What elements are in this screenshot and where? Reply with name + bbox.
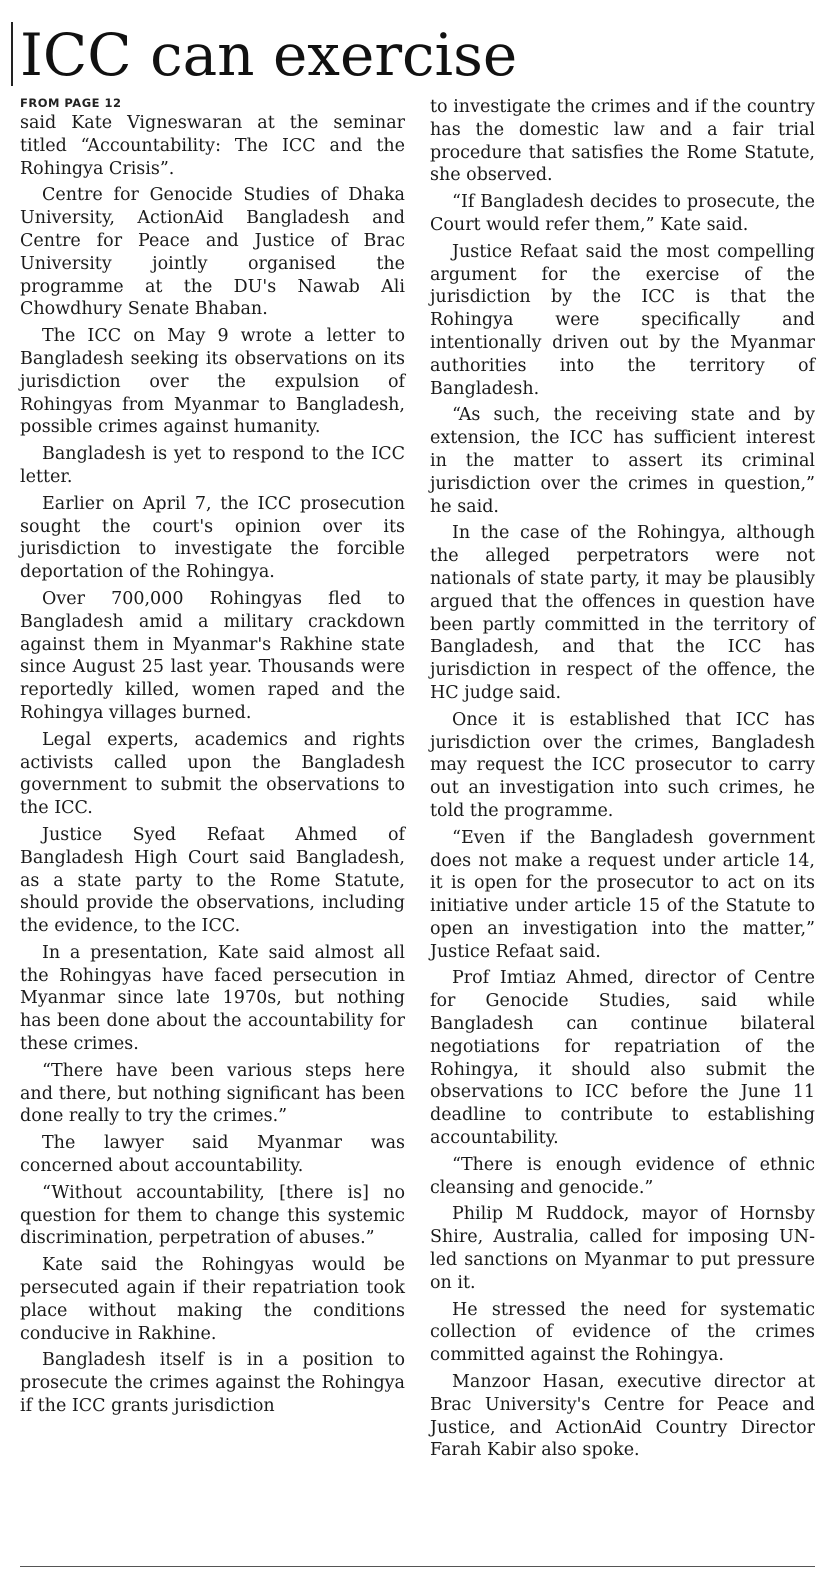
- paragraph: Over 700,000 Rohingyas fled to Bangladesh amid a military crackdown against them in Myanmar's Rakhine state since August 25 last year. Thousands were reportedly killed, women raped and the Rohingya villages burned.: [20, 588, 405, 723]
- paragraph: “Without accountability, [there is] no question for them to change this systemic discrimination, perpetration of abuses.”: [20, 1182, 405, 1249]
- paragraph: In the case of the Rohingya, although the alleged perpetrators were not nationals of state party, it may be plausibly argued that the offences in question have been partly committed in the territory of Bangladesh, and that the ICC has jurisdiction in respect of the offence, the HC judge said.: [430, 523, 815, 703]
- paragraph: Bangladesh itself is in a position to prosecute the crimes against the Rohingya if the ICC grants jurisdiction: [20, 1350, 405, 1417]
- paragraph: The lawyer said Myanmar was concerned about accountability.: [20, 1133, 405, 1177]
- paragraph: Manzoor Hasan, executive director at Brac University's Centre for Peace and Justice, and ActionAid Country Director Farah Kabir also spoke.: [430, 1372, 815, 1461]
- paragraph: Justice Refaat said the most compelling argument for the exercise of the jurisdiction by the ICC is that the Rohingya were specifically and intentionally driven out by the Myanmar authorities into the territory of Bangladesh.: [430, 241, 815, 399]
- paragraph: He stressed the need for systematic collection of evidence of the crimes committed against the Rohingya.: [430, 1299, 815, 1366]
- paragraph: Bangladesh is yet to respond to the ICC letter.: [20, 444, 405, 487]
- paragraph: “If Bangladesh decides to prosecute, the Court would refer them,” Kate said.: [430, 192, 815, 235]
- left-column: [20, 96, 405, 1556]
- paragraph: Justice Syed Refaat Ahmed of Bangladesh High Court said Bangladesh, as a state party to the Rome Statute, should provide the observations, including the evidence, to the ICC.: [20, 824, 405, 937]
- paragraph: Centre for Genocide Studies of Dhaka University, ActionAid Bangladesh and Centre for Peace and Justice of Brac University jointly organised the programme at the DU's Nawab Ali Chowdhury Senate Bhaban.: [20, 185, 405, 320]
- paragraph: Legal experts, academics and rights activists called upon the Bangladesh government to submit the observations to the ICC.: [20, 729, 405, 819]
- paragraph: “Even if the Bangladesh government does not make a request under article 14, it is open for the prosecutor to act on its initiative under article 15 of the Statute to open an investigation into the matter,” Justice Refaat said.: [430, 827, 815, 962]
- bottom-rule: [20, 1566, 815, 1567]
- paragraph: Once it is established that ICC has jurisdiction over the crimes, Bangladesh may request the ICC prosecutor to carry out an investigation into such crimes, he told the programme.: [430, 709, 815, 821]
- paragraph: Earlier on April 7, the ICC prosecution sought the court's opinion over its jurisdiction to investigate the forcible deportation of the Rohingya.: [20, 493, 405, 583]
- paragraph: said Kate Vigneswaran at the seminar titled “Accountability: The ICC and the Rohingya Crisis”.: [20, 113, 405, 179]
- paragraph: “As such, the receiving state and by extension, the ICC has sufficient interest in the matter to assert its criminal jurisdiction over the crimes in question,” he said.: [430, 405, 815, 517]
- paragraph: to investigate the crimes and if the country has the domestic law and a fair trial procedure that satisfies the Rome Statute, she observed.: [430, 97, 815, 186]
- paragraph: Kate said the Rohingyas would be persecuted again if their repatriation took place without making the conditions conducive in Rakhine.: [20, 1255, 405, 1344]
- paragraph: Prof Imtiaz Ahmed, director of Centre for Genocide Studies, said while Bangladesh can continue bilateral negotiations for repatriation of the Rohingya, it should also submit the observations to ICC before the June 11 deadline to contribute to establishing accountability.: [430, 968, 815, 1149]
- paragraph: Philip M Ruddock, mayor of Hornsby Shire, Australia, called for imposing UN-led sanctions on Myanmar to put pressure on it.: [430, 1204, 815, 1293]
- right-column: [430, 96, 815, 1556]
- headline-left-rule: [11, 22, 13, 86]
- paragraph: “There is enough evidence of ethnic cleansing and genocide.”: [430, 1154, 815, 1198]
- paragraph: The ICC on May 9 wrote a letter to Bangladesh seeking its observations on its jurisdiction over the expulsion of Rohingyas from Myanmar to Bangladesh, possible crimes against humanity.: [20, 326, 405, 438]
- headline: ICC can exercise: [20, 21, 518, 89]
- article-body: [20, 96, 815, 1556]
- continuation-kicker: FROM PAGE 12: [20, 96, 122, 110]
- paragraph: In a presentation, Kate said almost all the Rohingyas have faced persecution in Myanmar since late 1970s, but nothing has been done about the accountability for these crimes.: [20, 942, 405, 1055]
- paragraph: “There have been various steps here and there, but nothing significant has been done really to try the crimes.”: [20, 1060, 405, 1127]
